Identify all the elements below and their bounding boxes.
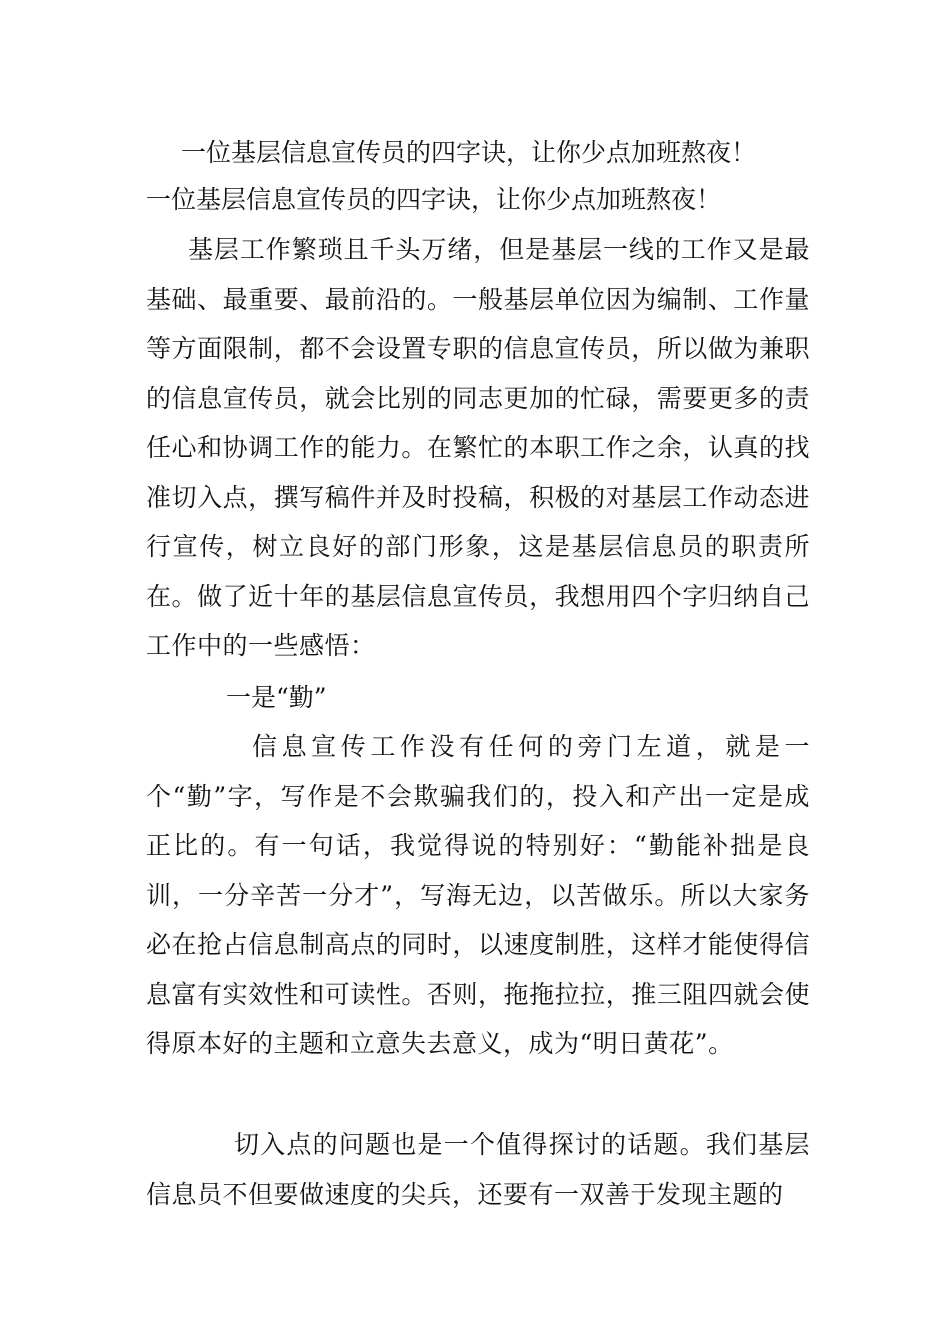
section-heading-diligence: 一是“勤”: [226, 683, 327, 712]
document-title: 一位基层信息宣传员的四字诀，让你少点加班熬夜！: [181, 138, 757, 167]
document-title-repeat: 一位基层信息宣传员的四字诀，让你少点加班熬夜！: [146, 185, 722, 214]
paragraph-entry-point: 切入点的问题也是一个值得探讨的话题。我们基层信息员不但要做速度的尖兵，还要有一双善于发现主题的: [146, 1130, 810, 1209]
paragraph-diligence: 信息宣传工作没有任何的旁门左道，就是一个“勤”字，写作是不会欺骗我们的，投入和产出一定是成正比的。有一句话，我觉得说的特别好：“勤能补拙是良训，一分辛苦一分才”，写海无边，以苦做乐。所以大家务必在抢占信息制高点的同时，以速度制胜，这样才能使得信息富有实效性和可读性。否则，拖拖拉拉，推三阻四就会使得原本好的主题和立意失去意义，成为“明日黄花”。: [146, 732, 810, 1058]
paragraph-intro: 基层工作繁琐且千头万绪，但是基层一线的工作又是最基础、最重要、最前沿的。一般基层单位因为编制、工作量等方面限制，都不会设置专职的信息宣传员，所以做为兼职的信息宣传员，就会比别的同志更加的忙碌，需要更多的责任心和协调工作的能力。在繁忙的本职工作之余，认真的找准切入点，撰写稿件并及时投稿，积极的对基层工作动态进行宣传，树立良好的部门形象，这是基层信息员的职责所在。做了近十年的基层信息宣传员，我想用四个字归纳自己工作中的一些感悟：: [146, 235, 810, 660]
